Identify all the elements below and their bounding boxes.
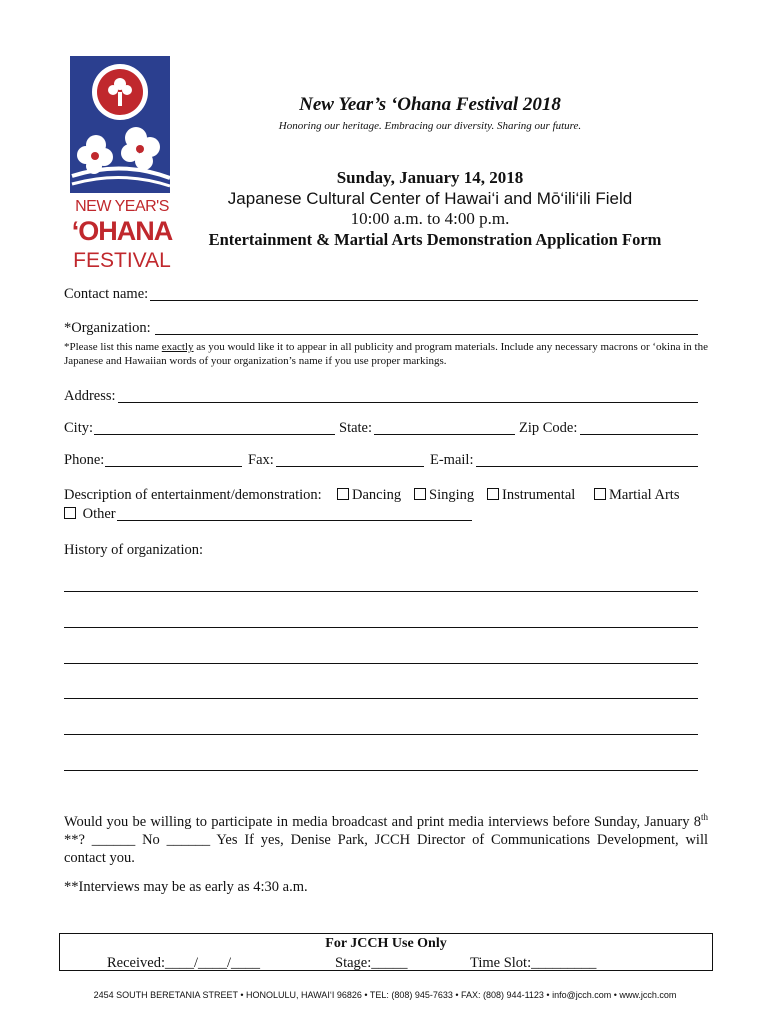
city-label: City: (64, 420, 94, 436)
address-label: Address: (64, 388, 116, 404)
instrumental-option[interactable] (487, 487, 575, 504)
media-text-2: **? ______ No ______ Yes If yes, Denise Park, JCCH Director of Communications Development, will contact you. (64, 831, 708, 866)
tagline: Honoring our heritage. Embracing our diversity. Sharing our future. (278, 120, 582, 132)
note-text-post: as you would like it to appear in all publicity and program materials. Include any necessary macrons or ‘okina in the Japanese and Hawaiian words of your organization’s name if you use proper markings. (64, 341, 708, 367)
address-field[interactable] (118, 402, 698, 403)
other-option[interactable] (64, 506, 116, 523)
singing-option[interactable] (414, 487, 474, 504)
logo-text-festival: FESTIVAL (73, 249, 171, 272)
singing-checkbox[interactable] (414, 488, 426, 500)
martial-arts-option[interactable] (594, 487, 679, 504)
event-time: 10:00 a.m. to 4:00 p.m. (350, 209, 510, 228)
state-label: State: (339, 420, 373, 436)
martial-arts-label: Martial Arts (609, 487, 680, 503)
phone-field[interactable] (105, 466, 242, 467)
stage-field[interactable]: Stage:_____ (335, 955, 408, 971)
other-field[interactable] (117, 520, 472, 521)
history-line[interactable] (64, 698, 698, 699)
contact-name-label: Contact name: (64, 286, 149, 302)
flower-logo-icon (66, 52, 178, 198)
city-field[interactable] (94, 434, 335, 435)
fax-label: Fax: (248, 452, 274, 468)
organization-field[interactable] (155, 334, 698, 335)
logo-text-ohana: ‘OHANA (71, 216, 173, 246)
festival-logo (66, 52, 178, 274)
history-label: History of organization: (64, 542, 204, 558)
phone-label: Phone: (64, 452, 105, 468)
history-line[interactable] (64, 627, 698, 628)
received-field[interactable]: Received:____/____/____ (107, 955, 261, 971)
email-field[interactable] (476, 466, 698, 467)
state-field[interactable] (374, 434, 515, 435)
instrumental-label: Instrumental (502, 487, 576, 503)
organization-label: *Organization: (64, 320, 151, 336)
form-title: Entertainment & Martial Arts Demonstration Application Form (208, 230, 662, 249)
history-line[interactable] (64, 770, 698, 771)
dancing-option[interactable] (337, 487, 401, 504)
logo-text-new-years: NEW YEAR'S (75, 198, 169, 215)
footer-address: 2454 SOUTH BERETANIA STREET • HONOLULU, HAWAI‘I 96826 • TEL: (808) 945-7633 • FAX: (808) 944-1123 • info@jcch.com • www.jcch.com (93, 990, 677, 1000)
dancing-label: Dancing (352, 487, 402, 503)
other-label: Other (82, 506, 116, 522)
media-superscript: th (700, 812, 708, 822)
history-line[interactable] (64, 591, 698, 592)
singing-label: Singing (429, 487, 475, 503)
description-label: Description of entertainment/demonstration: (64, 487, 322, 503)
zip-label: Zip Code: (519, 420, 578, 436)
office-use-title: For JCCH Use Only (325, 936, 447, 951)
history-line[interactable] (64, 734, 698, 735)
instrumental-checkbox[interactable] (487, 488, 499, 500)
other-checkbox[interactable] (64, 507, 76, 519)
martial-arts-checkbox[interactable] (594, 488, 606, 500)
email-label: E-mail: (430, 452, 474, 468)
history-line[interactable] (64, 663, 698, 664)
festival-title: New Year’s ‘Ohana Festival 2018 (299, 94, 561, 115)
interviews-note: **Interviews may be as early as 4:30 a.m. (64, 879, 308, 895)
fax-field[interactable] (276, 466, 424, 467)
event-date: Sunday, January 14, 2018 (336, 168, 524, 187)
media-question (64, 808, 708, 867)
event-venue: Japanese Cultural Center of Hawai‘i and Mō‘ili‘ili Field (227, 189, 633, 208)
contact-name-field[interactable] (150, 300, 698, 301)
organization-note (64, 340, 708, 368)
dancing-checkbox[interactable] (337, 488, 349, 500)
media-text-1: Would you be willing to participate in media broadcast and print media interviews before Sunday, January 8 (64, 813, 701, 830)
note-text-pre: *Please list this name (64, 341, 162, 353)
zip-field[interactable] (580, 434, 698, 435)
time-slot-field[interactable]: Time Slot:_________ (470, 955, 597, 971)
note-emphasis: exactly (161, 341, 194, 353)
